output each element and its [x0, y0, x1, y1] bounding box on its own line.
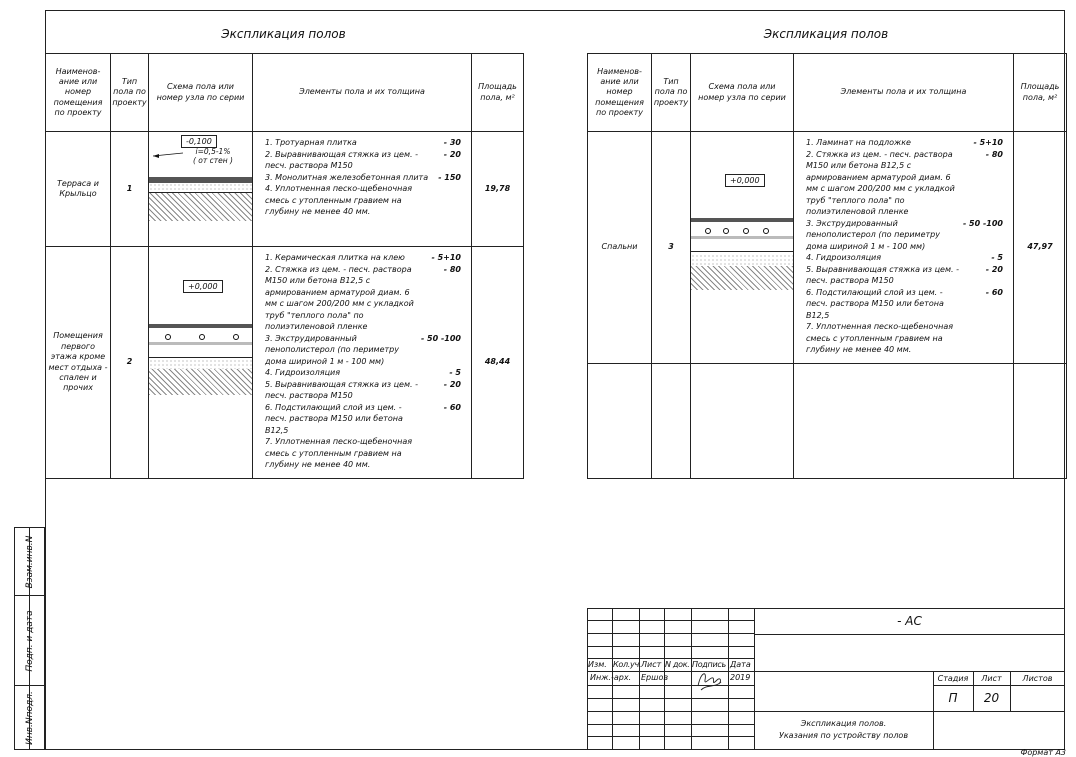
- element-thickness: - 5+10: [973, 138, 1003, 147]
- room-name: Терраса и Крыльцо: [46, 132, 111, 247]
- sign-date: 2019: [730, 673, 751, 682]
- left-table: [45, 53, 524, 479]
- hdr-name: Наименов- ание или номер помещения по проекту: [588, 54, 652, 132]
- floor-area: 48,44: [472, 247, 524, 479]
- element-text: 3. Экструдированный пенополистерол (по периметру дома шириной 1 м - 100 мм): [265, 333, 399, 366]
- table-row: [46, 132, 524, 247]
- element-thickness: - 5+10: [431, 253, 461, 262]
- stage-label: Стадия: [937, 674, 969, 683]
- element-text: 4. Гидроизоляция: [806, 253, 882, 262]
- hdr-scheme: Схема пола или номер узла по серии: [149, 54, 253, 132]
- element-item: [265, 333, 461, 368]
- element-text: 3. Экструдированный пенополистерол (по периметру дома шириной 1 м - 100 мм): [806, 218, 940, 251]
- level-mark: +0,000: [183, 280, 223, 293]
- element-item: [265, 137, 461, 149]
- element-text: 4. Гидроизоляция: [265, 368, 341, 377]
- col-data: Дата: [730, 660, 751, 669]
- element-item: [806, 137, 1003, 149]
- elements-list: [794, 132, 1014, 364]
- floor-scheme: [149, 132, 253, 247]
- element-thickness: - 60: [443, 402, 461, 412]
- floor-type: 3: [652, 132, 691, 364]
- left-title: Экспликация полов: [221, 27, 346, 41]
- element-text: 5. Выравнивающая стяжка из цем. - песч. раствора М150: [265, 379, 418, 400]
- elements-list: [253, 247, 472, 479]
- hdr-elements: Элементы пола и их толщина: [794, 54, 1014, 132]
- signature-icon: [695, 668, 725, 694]
- element-thickness: - 60: [985, 287, 1003, 297]
- element-thickness: - 80: [985, 149, 1003, 159]
- hdr-area: Площадь пола, м²: [1014, 54, 1067, 132]
- element-thickness: - 20: [443, 379, 461, 389]
- sheet-label: Лист: [981, 674, 1002, 683]
- element-text: 4. Уплотненная песко-щебеночная смесь с утопленным гравием на глубину не менее 40 мм.: [265, 184, 413, 216]
- vzam-label: Взам.инв.N: [24, 535, 35, 588]
- element-text: 2. Выравнивающая стяжка из цем. - песч. раствора М150: [265, 149, 418, 170]
- level-mark: -0,100: [181, 135, 217, 148]
- hdr-area: Площадь пола, м²: [472, 54, 524, 132]
- floor-area: 47,97: [1014, 132, 1067, 364]
- element-text: 1. Тротуарная плитка: [265, 138, 357, 147]
- element-item: [265, 252, 461, 264]
- room-name: Помещения первого этажа кроме мест отдыха - спален и прочих: [46, 247, 111, 479]
- element-item: [265, 183, 461, 218]
- element-item: [806, 252, 1003, 264]
- hdr-name: Наименов- ание или номер помещения по проекту: [46, 54, 111, 132]
- floor-area: 19,78: [472, 132, 524, 247]
- element-item: [265, 379, 461, 402]
- element-item: [265, 436, 461, 471]
- format-label: Формат А3: [1020, 748, 1066, 757]
- element-item: [806, 264, 1003, 287]
- hdr-type: Тип пола по проекту: [652, 54, 691, 132]
- col-izm: Изм.: [588, 660, 607, 669]
- stage-value: П: [948, 691, 958, 705]
- element-item: [265, 402, 461, 437]
- element-text: 6. Подстилающий слой из цем. - песч. раствора М150 или бетона В12,5: [806, 287, 944, 320]
- element-thickness: - 80: [443, 264, 461, 274]
- level-mark: +0,000: [725, 174, 765, 187]
- room-name: Спальни: [588, 132, 652, 364]
- element-text: 3. Монолитная железобетонная плита: [265, 172, 429, 182]
- slope-mark: i=0,5-1% ( от стен ): [193, 147, 233, 165]
- hdr-scheme: Схема пола или номер узла по серии: [691, 54, 794, 132]
- right-title: Экспликация полов: [763, 27, 889, 41]
- element-text: 1. Ламинат на подложке: [806, 138, 911, 147]
- floor-scheme: [691, 132, 794, 364]
- element-thickness: - 5: [991, 253, 1003, 262]
- right-table: [587, 53, 1067, 479]
- element-thickness: - 30: [443, 138, 461, 147]
- col-podpis: Подпись: [692, 660, 726, 669]
- element-item: [265, 172, 461, 184]
- sheet-value: 20: [983, 691, 1000, 705]
- element-item: [265, 149, 461, 172]
- element-thickness: - 20: [443, 149, 461, 159]
- element-item: [806, 149, 1003, 218]
- col-list: Лист: [641, 660, 662, 669]
- element-thickness: - 50 -100: [420, 333, 461, 343]
- element-text: 7. Уплотненная песко-щебеночная смесь с утопленным гравием на глубину не менее 40 мм.: [806, 322, 954, 354]
- table-row: [46, 247, 524, 479]
- element-text: 1. Керамическая плитка на клею: [265, 253, 405, 262]
- side-stamp: [14, 527, 45, 750]
- elements-list: [253, 132, 472, 247]
- element-item: [806, 287, 1003, 322]
- inv-label: Инв.Nподл.: [24, 690, 35, 745]
- col-ndok: N док.: [665, 660, 690, 669]
- element-text: 2. Стяжка из цем. - песч. раствора М150 или бетона В12,5 с армированием арматурой диам. 6 мм с шагом 200/200 мм с укладкой труб "теплого пола" по полиэтиленовой пленке: [806, 149, 955, 216]
- desc-line1: Экспликация полов.: [800, 719, 887, 728]
- floor-type: 1: [111, 132, 149, 247]
- element-item: [265, 367, 461, 379]
- element-text: 6. Подстилающий слой из цем. - песч. раствора М150 или бетона В12,5: [265, 402, 403, 435]
- table-row: [588, 132, 1067, 364]
- person: Ершов: [641, 673, 669, 682]
- title-block: [587, 608, 1065, 750]
- element-thickness: - 5: [449, 368, 461, 377]
- element-text: 5. Выравнивающая стяжка из цем. - песч. раствора М150: [806, 264, 959, 285]
- col-koluch: Кол.уч.: [613, 660, 642, 669]
- element-item: [806, 321, 1003, 356]
- podp-label: Подп. и дата: [24, 609, 35, 672]
- hdr-elements: Элементы пола и их толщина: [253, 54, 472, 132]
- role: Инж.-арх.: [590, 673, 632, 682]
- project-code: - АС: [897, 614, 922, 628]
- floor-scheme: [149, 247, 253, 479]
- desc-line2: Указания по устройству полов: [778, 731, 909, 740]
- floor-type: 2: [111, 247, 149, 479]
- element-item: [265, 264, 461, 333]
- element-thickness: - 150: [438, 172, 461, 182]
- table-row-empty: [588, 364, 1067, 479]
- element-thickness: - 50 -100: [962, 218, 1003, 228]
- element-item: [806, 218, 1003, 253]
- element-text: 7. Уплотненная песко-щебеночная смесь с утопленным гравием на глубину не менее 40 мм.: [265, 437, 413, 469]
- element-text: 2. Стяжка из цем. - песч. раствора М150 или бетона В12,5 с армированием арматурой диам. 6 мм с шагом 200/200 мм с укладкой труб "теплого пола" по полиэтиленовой пленке: [265, 264, 414, 331]
- element-thickness: - 20: [985, 264, 1003, 274]
- hdr-type: Тип пола по проекту: [111, 54, 149, 132]
- sheets-label: Листов: [1022, 674, 1053, 683]
